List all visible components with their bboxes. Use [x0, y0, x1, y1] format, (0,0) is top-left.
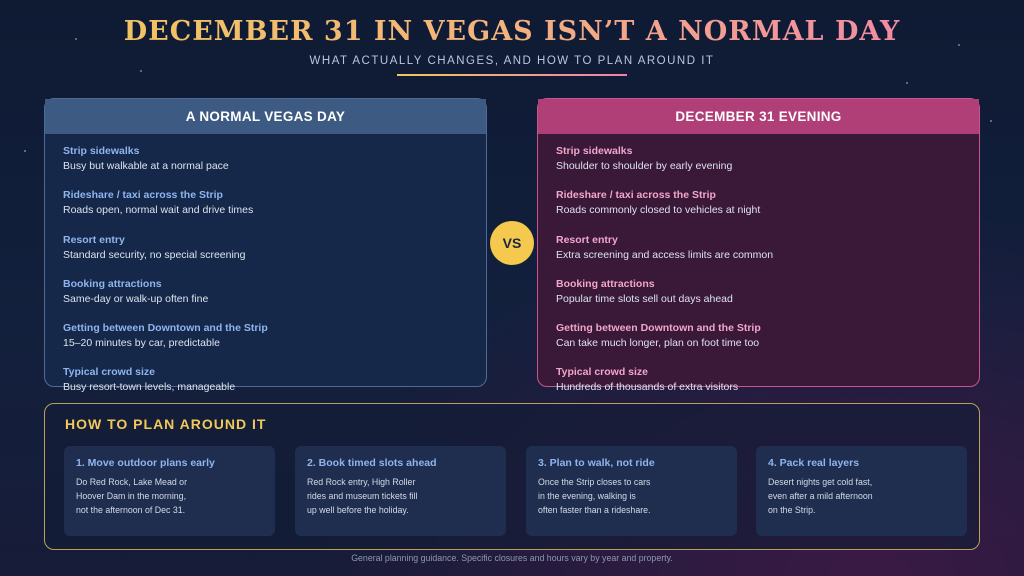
star-decoration: [906, 82, 908, 84]
comparison-row: [556, 188, 961, 230]
row-value: Extra screening and access limits are common: [556, 248, 774, 261]
plan-card: [526, 446, 737, 536]
row-label: Booking attractions: [63, 277, 162, 290]
row-label: Resort entry: [556, 233, 618, 246]
plan-card-line: not the afternoon of Dec 31.: [76, 505, 186, 515]
comparison-row: [556, 233, 961, 275]
plan-card-line: on the Strip.: [768, 505, 816, 515]
title-divider: [397, 74, 627, 76]
comparison-row: [556, 144, 961, 186]
star-decoration: [24, 150, 26, 152]
plan-card-title: 3. Plan to walk, not ride: [538, 457, 655, 469]
row-value: Hundreds of thousands of extra visitors: [556, 381, 739, 394]
plan-card-body: [538, 475, 725, 517]
row-value: Standard security, no special screening: [63, 248, 246, 261]
normal-day-panel: [44, 98, 487, 394]
plan-card-line: rides and museum tickets fill: [307, 491, 418, 501]
plan-card-title: 4. Pack real layers: [768, 457, 860, 469]
plan-card-body: [76, 475, 263, 517]
row-label: Getting between Downtown and the Strip: [556, 322, 761, 335]
plan-heading: HOW TO PLAN AROUND IT: [65, 416, 267, 432]
comparison-row: [556, 365, 961, 407]
star-decoration: [140, 70, 142, 72]
plan-card-line: Desert nights get cold fast,: [768, 477, 873, 487]
row-value: Busy resort-town levels, manageable: [63, 381, 236, 394]
plan-card-line: in the evening, walking is: [538, 491, 636, 501]
plan-card: [295, 446, 506, 536]
footnote: General planning guidance. Specific closures and hours vary by year and property.: [351, 553, 673, 563]
comparison-row: [63, 233, 468, 275]
row-label: Rideshare / taxi across the Strip: [556, 189, 716, 202]
plan-card: [756, 446, 967, 536]
row-label: Booking attractions: [556, 277, 655, 290]
dec31-panel: [537, 98, 980, 394]
row-value: Roads open, normal wait and drive times: [63, 204, 254, 217]
row-label: Getting between Downtown and the Strip: [63, 322, 268, 335]
comparison-row: [556, 321, 961, 363]
plan-card: [64, 446, 275, 536]
plan-card-body: [307, 475, 494, 517]
row-label: Rideshare / taxi across the Strip: [63, 189, 223, 202]
normal-day-heading: A NORMAL VEGAS DAY: [45, 99, 486, 134]
page-subtitle: WHAT ACTUALLY CHANGES, AND HOW TO PLAN AROUND IT: [309, 55, 715, 67]
row-value: Roads commonly closed to vehicles at night: [556, 204, 761, 217]
page-title: DECEMBER 31 IN VEGAS ISN’T A NORMAL DAY: [0, 16, 1024, 47]
plan-card-line: Once the Strip closes to cars: [538, 477, 651, 487]
row-label: Strip sidewalks: [556, 145, 633, 157]
row-label: Resort entry: [63, 233, 125, 246]
comparison-row: [63, 277, 468, 319]
row-label: Strip sidewalks: [63, 145, 140, 157]
comparison-row: [556, 277, 961, 319]
row-value: Busy but walkable at a normal pace: [63, 160, 229, 172]
row-value: Can take much longer, plan on foot time too: [556, 337, 760, 350]
comparison-row: [63, 144, 468, 186]
plan-card-line: Hoover Dam in the morning,: [76, 491, 187, 501]
plan-card-line: even after a mild afternoon: [768, 491, 873, 501]
row-value: Popular time slots sell out days ahead: [556, 292, 733, 305]
plan-card-line: up well before the holiday.: [307, 505, 409, 515]
plan-card-line: often faster than a rideshare.: [538, 505, 651, 515]
row-value: Same-day or walk-up often fine: [63, 292, 209, 305]
row-value: Shoulder to shoulder by early evening: [556, 160, 733, 172]
plan-section: [44, 403, 980, 550]
dec31-heading: DECEMBER 31 EVENING: [538, 99, 979, 134]
plan-card-line: Do Red Rock, Lake Mead or: [76, 477, 187, 487]
row-label: Typical crowd size: [556, 366, 649, 379]
plan-card-title: 2. Book timed slots ahead: [307, 457, 437, 469]
plan-card-body: [768, 475, 955, 517]
comparison-row: [63, 365, 468, 407]
comparison-row: [63, 321, 468, 363]
star-decoration: [990, 120, 992, 122]
vs-badge: VS: [490, 221, 534, 265]
row-value: 15–20 minutes by car, predictable: [63, 337, 221, 350]
plan-card-title: 1. Move outdoor plans early: [76, 457, 215, 469]
comparison-row: [63, 188, 468, 230]
plan-card-line: Red Rock entry, High Roller: [307, 477, 416, 487]
row-label: Typical crowd size: [63, 366, 156, 379]
